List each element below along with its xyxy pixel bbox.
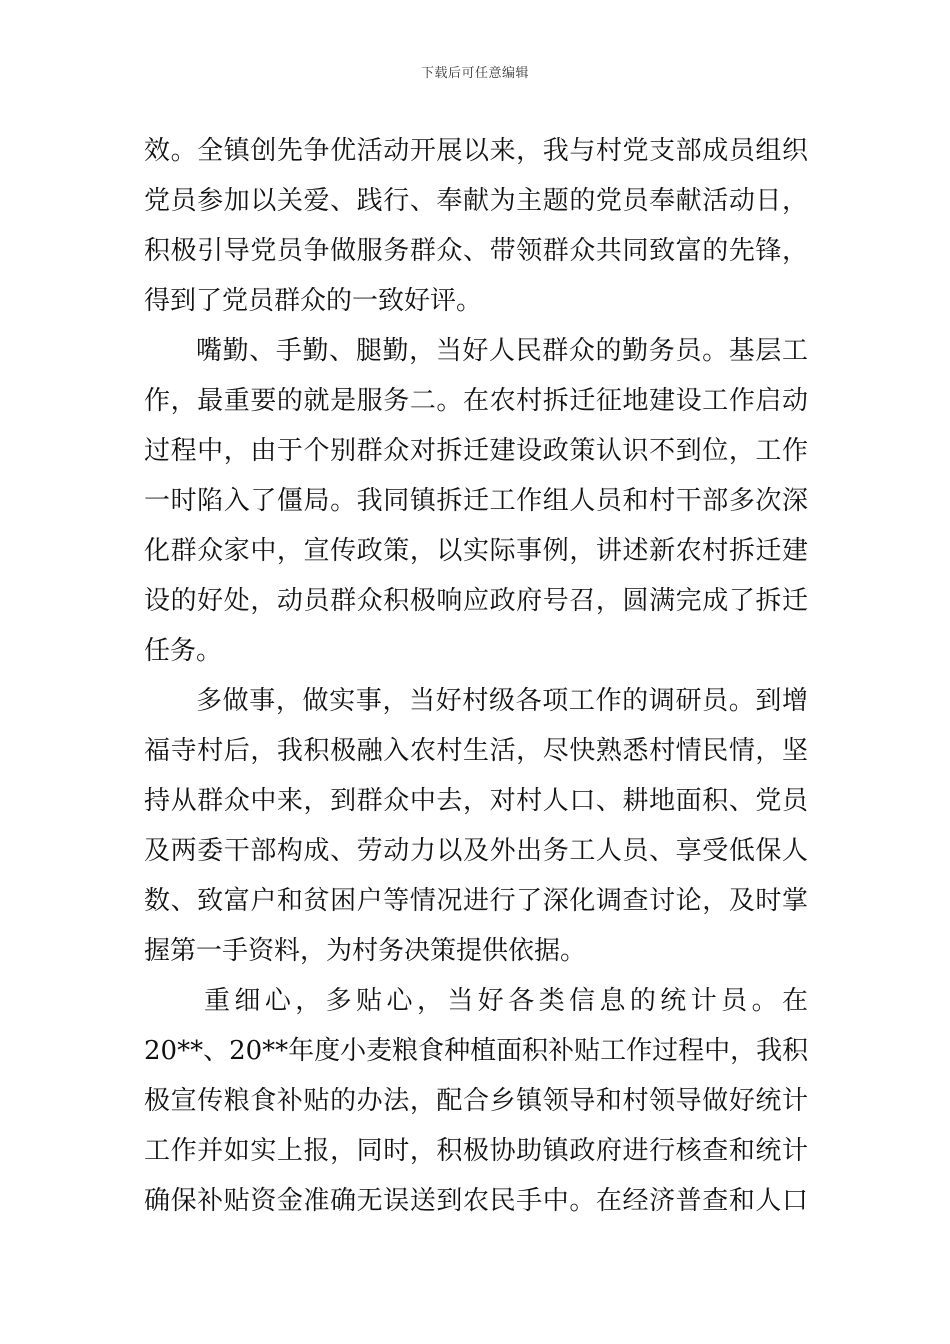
page-header: 下载后可任意编辑 <box>420 66 529 81</box>
text-line: 重细心，多贴心，当好各类信息的统计员。在 <box>204 986 808 1016</box>
text-line: 福寺村后，我积极融入农村生活，尽快熟悉村情民情，坚 <box>144 736 808 766</box>
text-line: 过程中，由于个别群众对拆迁建设政策认识不到位，工作 <box>144 436 808 466</box>
text-line: 积极引导党员争做服务群众、带领群众共同致富的先锋， <box>144 236 808 266</box>
text-line: 及两委干部构成、劳动力以及外出务工人员、享受低保人 <box>144 836 808 866</box>
text-line: 数、致富户和贫困户等情况进行了深化调查讨论，及时掌 <box>144 886 808 916</box>
text-line: 得到了党员群众的一致好评。 <box>144 286 483 316</box>
text-line: 嘴勤、手勤、腿勤，当好人民群众的勤务员。基层工 <box>196 336 808 366</box>
text-line: 工作并如实上报，同时，积极协助镇政府进行核查和统计 <box>144 1136 808 1166</box>
text-line: 化群众家中，宣传政策，以实际事例，讲述新农村拆迁建 <box>144 536 808 566</box>
text-line: 作，最重要的就是服务二。在农村拆迁征地建设工作启动 <box>144 386 808 416</box>
text-line: 党员参加以关爱、践行、奉献为主题的党员奉献活动日， <box>144 186 808 216</box>
text-line: 任务。 <box>144 636 223 666</box>
text-line: 极宣传粮食补贴的办法，配合乡镇领导和村领导做好统计 <box>144 1086 808 1116</box>
text-line: 设的好处，动员群众积极响应政府号召，圆满完成了拆迁 <box>144 586 808 616</box>
text-line: 握第一手资料，为村务决策提供依据。 <box>144 936 587 966</box>
text-line: 持从群众中来，到群众中去，对村人口、耕地面积、党员 <box>144 786 808 816</box>
text-line: 一时陷入了僵局。我同镇拆迁工作组人员和村干部多次深 <box>144 486 808 516</box>
document-body <box>144 126 808 1226</box>
text-line: 20**、20**年度小麦粮食种植面积补贴工作过程中，我积 <box>144 1036 808 1066</box>
text-line: 效。全镇创先争优活动开展以来，我与村党支部成员组织 <box>144 136 808 166</box>
text-line: 确保补贴资金准确无误送到农民手中。在经济普查和人口 <box>144 1186 808 1216</box>
text-line: 多做事，做实事，当好村级各项工作的调研员。到增 <box>196 686 808 716</box>
